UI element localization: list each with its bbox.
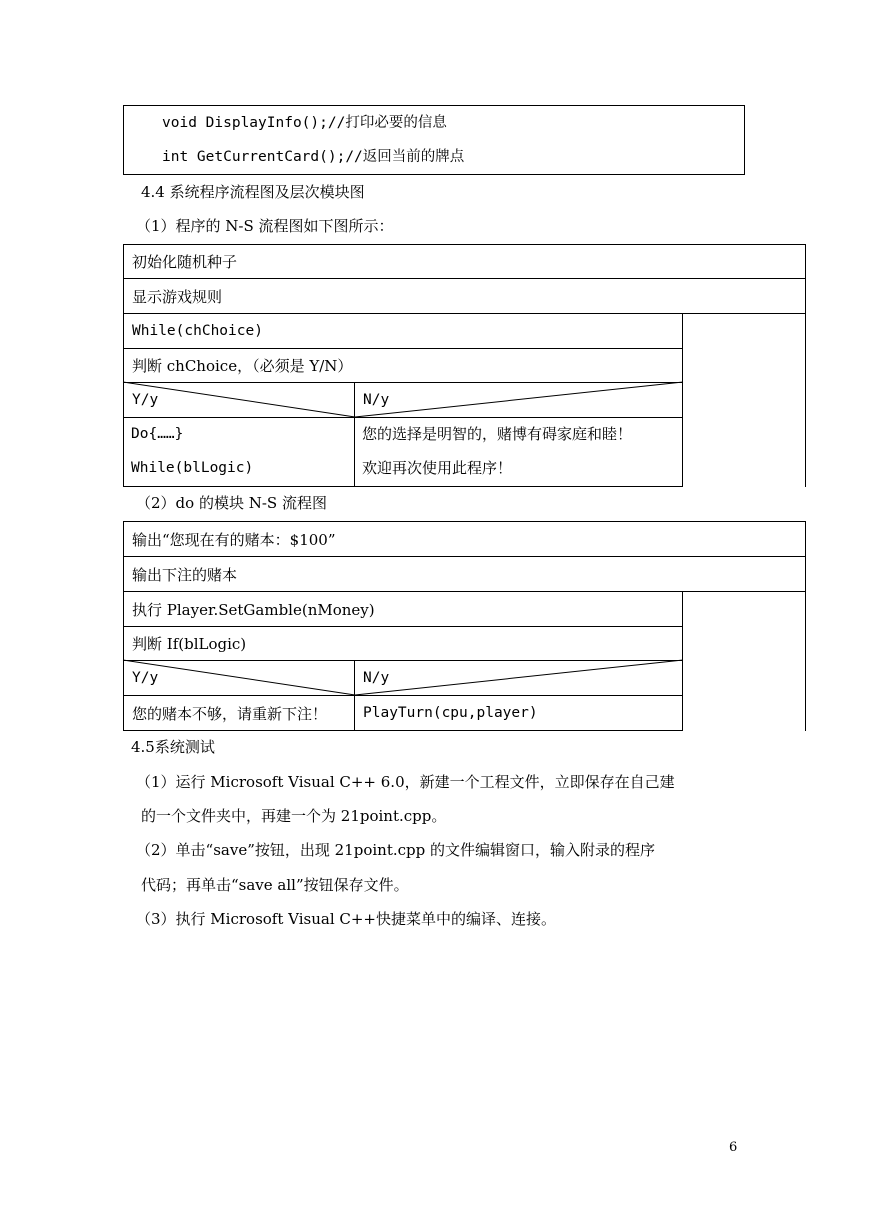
ns-branch-diagonal bbox=[123, 382, 683, 418]
ns-yes-line: While(blLogic) bbox=[131, 460, 254, 476]
ns-loop-right-border bbox=[805, 313, 806, 487]
ns-branch-yes: Y/y bbox=[123, 382, 355, 418]
ns-no-line: 您的选择是明智的，赌博有碍家庭和睦！ bbox=[362, 425, 633, 443]
paragraph-line: （1）运行 Microsoft Visual C++ 6.0，新建一个工程文件，立即保存在自己建 bbox=[136, 773, 675, 791]
ns-row: 初始化随机种子 bbox=[123, 244, 806, 279]
ns-loop-header: While(chChoice) bbox=[123, 313, 683, 349]
figure-caption: （1）程序的 N-S 流程图如下图所示： bbox=[136, 217, 394, 235]
ns-branch-yes: Y/y bbox=[123, 660, 355, 696]
paragraph-line: 的一个文件夹中，再建一个为 21point.cpp。 bbox=[141, 807, 447, 825]
section-heading: 4.5系统测试 bbox=[131, 738, 215, 756]
ns-branch-no: N/y bbox=[354, 382, 683, 418]
ns-right-border bbox=[805, 591, 806, 731]
page-number: 6 bbox=[729, 1140, 738, 1155]
ns-condition: 判断 If(blLogic) bbox=[123, 626, 683, 661]
paragraph-line: 代码；再单击“save all”按钮保存文件。 bbox=[141, 876, 409, 894]
ns-row: 输出下注的赌本 bbox=[123, 556, 806, 592]
code-line: void DisplayInfo();//打印必要的信息 bbox=[162, 115, 447, 131]
ns-yes-body: 您的赌本不够，请重新下注！ bbox=[123, 695, 355, 731]
ns-row: 显示游戏规则 bbox=[123, 278, 806, 314]
ns-branch-diagonal bbox=[123, 660, 683, 696]
ns-statement: 执行 Player.SetGamble(nMoney) bbox=[123, 591, 683, 627]
section-heading: 4.4 系统程序流程图及层次模块图 bbox=[141, 183, 365, 201]
code-line: int GetCurrentCard();//返回当前的牌点 bbox=[162, 149, 465, 165]
paragraph-line: （2）单击“save”按钮，出现 21point.cpp 的文件编辑窗口，输入附录的程序 bbox=[136, 841, 655, 859]
ns-no-line: 欢迎再次使用此程序！ bbox=[362, 459, 513, 477]
ns-no-body: PlayTurn(cpu,player) bbox=[354, 695, 683, 731]
ns-branch-no: N/y bbox=[354, 660, 683, 696]
ns-row: 输出“您现在有的赌本：$100” bbox=[123, 521, 806, 557]
paragraph-line: （3）执行 Microsoft Visual C++快捷菜单中的编译、连接。 bbox=[136, 910, 556, 928]
figure-caption: （2）do 的模块 N-S 流程图 bbox=[136, 494, 327, 512]
ns-yes-line: Do{……} bbox=[131, 426, 184, 442]
ns-condition: 判断 chChoice，（必须是 Y/N） bbox=[123, 348, 683, 383]
